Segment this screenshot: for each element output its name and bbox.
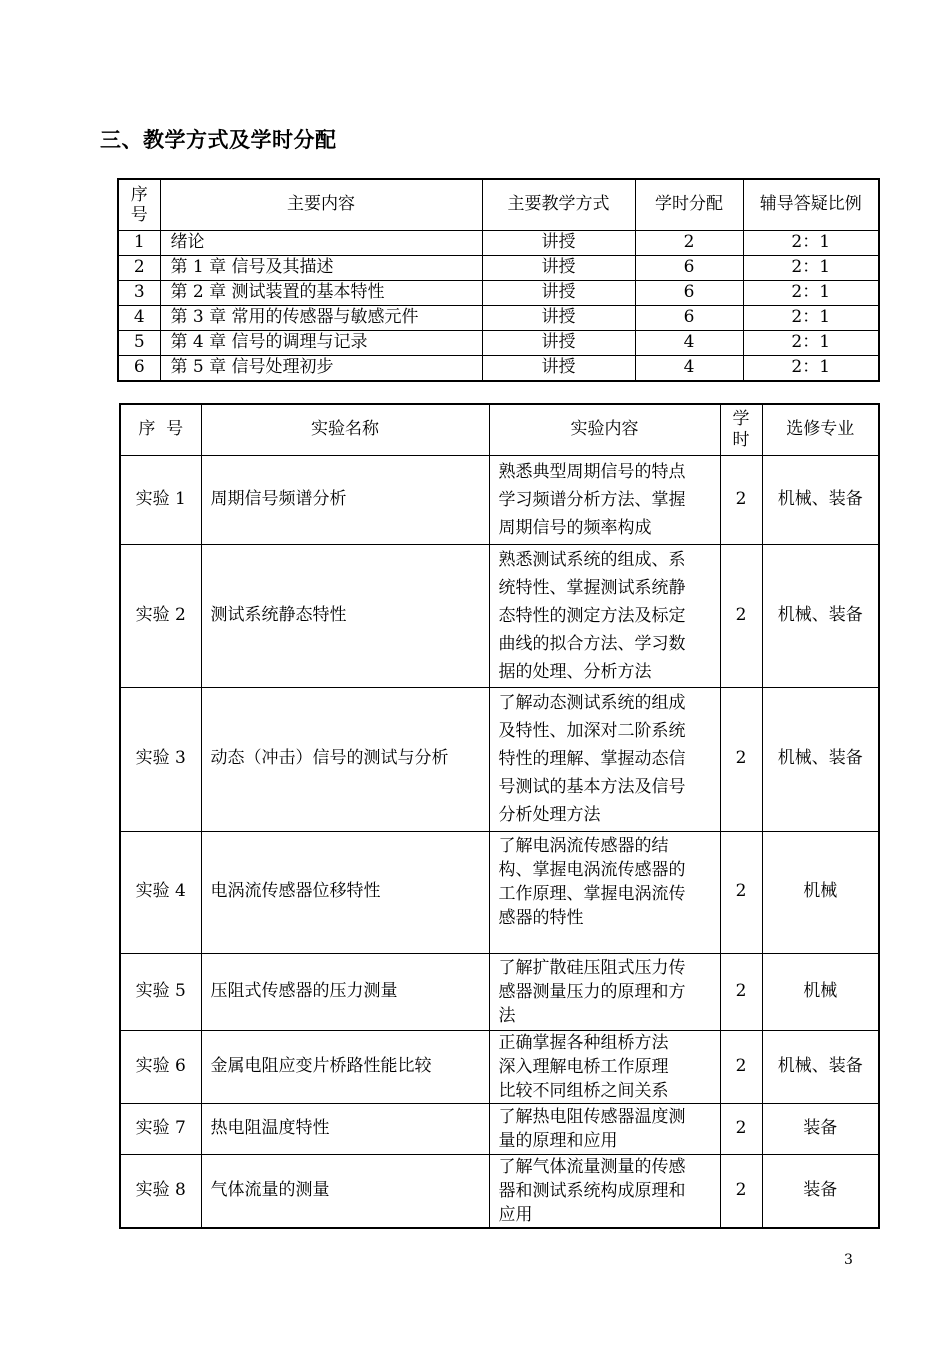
table-row [120, 953, 879, 1030]
row-name: 金属电阻应变片桥路性能比较 [201, 1030, 489, 1103]
row-ratio: 2：1 [743, 231, 879, 256]
teaching-schedule-table [117, 178, 880, 382]
row-no: 4 [118, 306, 160, 331]
content-line: 态特性的测定方法及标定 [498, 605, 686, 626]
table-row [118, 231, 879, 256]
row-hours: 2 [635, 231, 743, 256]
row-content [489, 831, 720, 953]
content-line: 正确掌握各种组桥方法 [498, 1032, 669, 1053]
table-row [120, 544, 879, 687]
table-header-row [120, 404, 879, 455]
table-row [118, 306, 879, 331]
row-name: 电涡流传感器位移特性 [201, 831, 489, 953]
row-method: 讲授 [482, 231, 635, 256]
row-content [489, 1154, 720, 1228]
table-row [120, 455, 879, 544]
row-ratio: 2：1 [743, 306, 879, 331]
content-line: 应用 [498, 1204, 533, 1225]
row-hours: 2 [720, 831, 762, 953]
row-name: 动态（冲击）信号的测试与分析 [201, 687, 489, 831]
row-major: 机械 [762, 831, 879, 953]
content-line: 特性的理解、掌握动态信 [498, 749, 686, 769]
row-method: 讲授 [482, 256, 635, 281]
table-header-row [118, 179, 879, 231]
row-name: 压阻式传感器的压力测量 [201, 953, 489, 1030]
experiment-table [119, 403, 880, 1229]
content-line: 器和测试系统构成原理和 [498, 1180, 686, 1201]
row-no: 实验 8 [120, 1154, 201, 1228]
content-line: 了解动态测试系统的组成 [498, 693, 686, 713]
table-row [118, 256, 879, 281]
row-content [489, 687, 720, 831]
row-hours: 6 [635, 281, 743, 306]
content-line: 了解扩散硅压阻式压力传 [498, 957, 686, 978]
header-no [118, 179, 160, 231]
row-no: 2 [118, 256, 160, 281]
row-name: 气体流量的测量 [201, 1154, 489, 1228]
row-no: 实验 3 [120, 687, 201, 831]
row-hours: 6 [635, 256, 743, 281]
content-line: 熟悉测试系统的组成、系 [498, 549, 686, 570]
row-hours: 2 [720, 1154, 762, 1228]
content-line: 周期信号的频率构成 [498, 517, 652, 538]
row-major: 机械、装备 [762, 687, 879, 831]
row-hours: 2 [720, 455, 762, 544]
header-method: 主要教学方式 [482, 179, 635, 231]
content-line: 学习频谱分析方法、掌握 [498, 489, 686, 510]
content-line: 量的原理和应用 [498, 1130, 618, 1151]
header-hours: 学时分配 [635, 179, 743, 231]
row-method: 讲授 [482, 331, 635, 356]
row-no: 实验 6 [120, 1030, 201, 1103]
content-line: 感器的特性 [498, 907, 584, 928]
row-ratio: 2：1 [743, 331, 879, 356]
row-major: 机械 [762, 953, 879, 1030]
row-no: 5 [118, 331, 160, 356]
header-name: 实验名称 [201, 404, 489, 455]
content-line: 了解热电阻传感器温度测 [498, 1106, 686, 1127]
header-hours-line2: 时 [732, 429, 750, 450]
table-row [120, 1103, 879, 1154]
content-line: 深入理解电桥工作原理 [498, 1056, 669, 1077]
row-content: 第 2 章 测试装置的基本特性 [160, 281, 482, 306]
row-hours: 2 [720, 544, 762, 687]
page-number: 3 [844, 1252, 853, 1268]
row-major: 装备 [762, 1154, 879, 1228]
row-no: 1 [118, 231, 160, 256]
row-content [489, 455, 720, 544]
row-major: 装备 [762, 1103, 879, 1154]
row-ratio: 2：1 [743, 281, 879, 306]
row-content [489, 953, 720, 1030]
row-no: 实验 4 [120, 831, 201, 953]
row-ratio: 2：1 [743, 356, 879, 382]
row-hours: 6 [635, 306, 743, 331]
content-line: 构、掌握电涡流传感器的 [498, 859, 686, 880]
row-major: 机械、装备 [762, 544, 879, 687]
row-hours: 4 [635, 356, 743, 382]
row-content [489, 1103, 720, 1154]
row-content: 第 5 章 信号处理初步 [160, 356, 482, 382]
row-hours: 2 [720, 953, 762, 1030]
table-row [118, 331, 879, 356]
content-line: 了解气体流量测量的传感 [498, 1156, 686, 1177]
header-ratio: 辅导答疑比例 [743, 179, 879, 231]
row-hours: 2 [720, 1030, 762, 1103]
content-line: 分析处理方法 [498, 805, 601, 825]
table-row [120, 1154, 879, 1228]
row-no: 实验 7 [120, 1103, 201, 1154]
table-row [118, 281, 879, 306]
row-name: 周期信号频谱分析 [201, 455, 489, 544]
content-line: 号测试的基本方法及信号 [498, 777, 686, 797]
row-no: 实验 1 [120, 455, 201, 544]
content-line: 及特性、加深对二阶系统 [498, 721, 686, 741]
table-row [120, 1030, 879, 1103]
row-name: 热电阻温度特性 [201, 1103, 489, 1154]
header-no-line2: 号 [130, 205, 148, 225]
row-content [489, 1030, 720, 1103]
content-line: 了解电涡流传感器的结 [498, 835, 669, 856]
content-line: 法 [498, 1005, 516, 1026]
content-line: 曲线的拟合方法、学习数 [498, 633, 686, 654]
content-line: 比较不同组桥之间关系 [498, 1080, 669, 1101]
row-method: 讲授 [482, 356, 635, 382]
row-name: 测试系统静态特性 [201, 544, 489, 687]
table-row [120, 687, 879, 831]
row-hours: 2 [720, 1103, 762, 1154]
content-line: 统特性、掌握测试系统静 [498, 577, 686, 598]
row-no: 3 [118, 281, 160, 306]
header-major: 选修专业 [762, 404, 879, 455]
table-row [120, 831, 879, 953]
content-line: 熟悉典型周期信号的特点 [498, 461, 686, 482]
row-major: 机械、装备 [762, 1030, 879, 1103]
header-content: 主要内容 [160, 179, 482, 231]
row-no: 实验 2 [120, 544, 201, 687]
content-line: 感器测量压力的原理和方 [498, 981, 686, 1002]
row-ratio: 2：1 [743, 256, 879, 281]
header-content: 实验内容 [489, 404, 720, 455]
row-method: 讲授 [482, 281, 635, 306]
row-hours: 2 [720, 687, 762, 831]
row-major: 机械、装备 [762, 455, 879, 544]
row-content: 第 4 章 信号的调理与记录 [160, 331, 482, 356]
row-content: 第 1 章 信号及其描述 [160, 256, 482, 281]
section-heading: 三、教学方式及学时分配 [100, 128, 337, 152]
table-row [118, 356, 879, 382]
content-line: 工作原理、掌握电涡流传 [498, 883, 686, 904]
row-method: 讲授 [482, 306, 635, 331]
row-content: 第 3 章 常用的传感器与敏感元件 [160, 306, 482, 331]
row-hours: 4 [635, 331, 743, 356]
row-content [489, 544, 720, 687]
header-hours [720, 404, 762, 455]
content-line: 据的处理、分析方法 [498, 661, 652, 682]
row-no: 6 [118, 356, 160, 382]
header-hours-line1: 学 [732, 409, 750, 430]
header-no-line1: 序 [130, 184, 148, 205]
row-content: 绪论 [160, 231, 482, 256]
header-no: 序 号 [120, 404, 201, 455]
row-no: 实验 5 [120, 953, 201, 1030]
